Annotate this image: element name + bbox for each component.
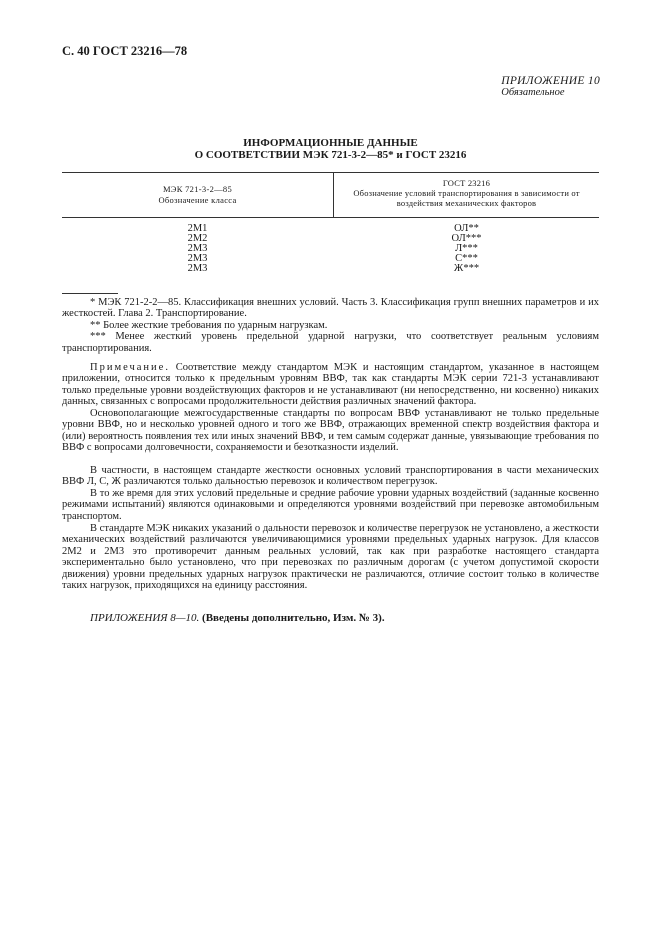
table-cell-iec: 2M2 — [187, 233, 208, 244]
table-header-gost-caption-2: воздействия механических факторов — [396, 198, 537, 208]
footnote: * МЭК 721-2-2—85. Классификация внешних условий. Часть 3. Классификация групп внешних параметров и их жесткостей. Глава 2. Транспортирование. — [62, 297, 599, 320]
closing-statement — [90, 612, 385, 624]
table-top-rule — [62, 172, 599, 173]
table-header-iec-standard: МЭК 721-3-2—85 — [162, 184, 233, 194]
table-cell-iec: 2M3 — [187, 253, 208, 264]
table-cell-gost: С*** — [455, 253, 478, 264]
document-title-line-2: О СООТВЕТСТВИИ МЭК 721-3-2—85* и ГОСТ 23216 — [194, 149, 467, 161]
closing-appendices-ref: ПРИЛОЖЕНИЯ 8—10. — [90, 612, 200, 624]
table-cell-iec: 2M3 — [187, 263, 208, 274]
table-cell-gost: Л*** — [455, 243, 478, 254]
document-title-line-1: ИНФОРМАЦИОННЫЕ ДАННЫЕ — [243, 137, 418, 149]
table-header-gost-standard: ГОСТ 23216 — [442, 178, 491, 188]
footnote: ** Более жесткие требования по ударным нагрузкам. — [90, 319, 328, 331]
footnote-separator — [62, 293, 118, 294]
body-paragraph: Основополагающие межгосударственные стандарты по вопросам ВВФ устанавливают не только предельные уровни ВВФ, но и несколько уровней одного и того же ВВФ, отражающих временной спектр воздействия фактора и (или) вероятность появления тех или иных значений ВВФ, и тем самым содержат данные, увязывающие требования по ВВФ с вопросами долговечности, сохраняемости и безотказности изделий. — [62, 408, 599, 454]
table-header-gost — [334, 178, 599, 208]
table-cell-gost: ОЛ*** — [451, 233, 482, 244]
table-header-gost-caption-1: Обозначение условий транспортирования в зависимости от — [353, 188, 580, 198]
appendix-title: ПРИЛОЖЕНИЕ 10 — [501, 75, 600, 87]
footnotes — [62, 297, 599, 354]
table-header-iec — [62, 184, 333, 206]
footnote: *** Менее жесткий уровень предельной ударной нагрузки, что соответствует реальным условиям транспортирования. — [62, 331, 599, 354]
table-cell-gost: Ж*** — [453, 263, 480, 274]
body-paragraph: В частности, в настоящем стандарте жесткости основных условий транспортирования в части механических ВВФ Л, С, Ж различаются только дальностью перевозок и количеством перегрузок. — [62, 465, 599, 488]
closing-amendment-note: (Введены дополнительно, Изм. № 3). — [202, 612, 385, 624]
page-header: С. 40 ГОСТ 23216—78 — [62, 44, 188, 58]
note-text: Соответствие между стандартом МЭК и настоящим стандартом, указанное в настоящем приложении, относится только к предельным уровням ВВФ, так как стандарты МЭК серии 721-3 устанавливают только предельные уровни воздействующих факторов и не устанавливают (ни непосредственно, ни косвенно) никаких данных, связанных с вопросами продолжительности действия различных значений фактора. — [62, 362, 599, 408]
appendix-label — [501, 75, 600, 98]
document-title — [62, 137, 599, 161]
table-cell-iec: 2M3 — [187, 243, 208, 254]
body-paragraph: В то же время для этих условий предельные и средние рабочие уровни ударных воздействий (заданные косвенно режимами испытаний) являются одинаковыми и определяются уровнями воздействий при перевозке автомобильным транспортом. — [62, 488, 599, 522]
table-header-iec-caption: Обозначение класса — [158, 195, 237, 205]
note-label: Примечание. — [90, 362, 170, 373]
table-header-rule — [62, 217, 599, 218]
note-paragraph — [62, 362, 599, 408]
appendix-subtitle: Обязательное — [501, 87, 565, 98]
body-paragraph: В стандарте МЭК никаких указаний о дальности перевозок и количестве перегрузок не установлено, а жесткости механических воздействий различаются увеличивающимися уровнями предельных ударных нагрузок. Для классов 2M2 и 2M3 это противоречит данным реальных условий, так как при разработке настоящего стандарта экспериментально было установлено, что при перевозках по различным дорогам (с учетом допустимой скорости движения) уровни предельных ударных нагрузок практически не различаются, отличие состоит только в количестве таких нагрузок, приходящихся на единицу расстояния. — [62, 523, 599, 592]
table-cell-iec: 2M1 — [187, 223, 208, 234]
table-cell-gost: ОЛ** — [454, 223, 479, 234]
